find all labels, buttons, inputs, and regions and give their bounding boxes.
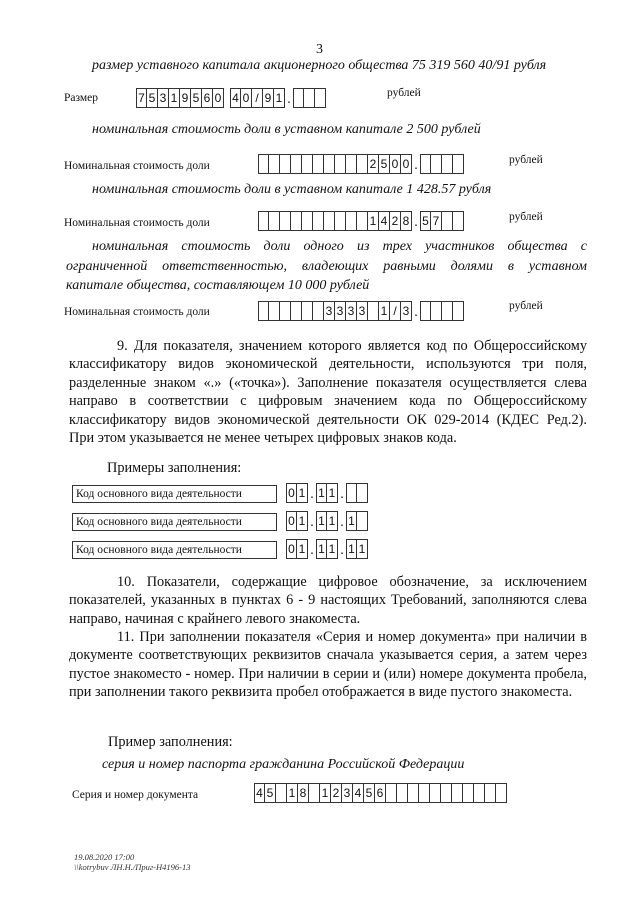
- char-cell: [442, 211, 453, 231]
- char-cell: [302, 154, 313, 174]
- char-cell: 1: [357, 539, 368, 559]
- char-cell: /: [252, 88, 263, 108]
- example-heading: Пример заполнения:: [108, 734, 233, 750]
- char-cell: [302, 301, 313, 321]
- char-cell: 1: [327, 511, 338, 531]
- char-cell: [313, 211, 324, 231]
- share-value-cells: [258, 211, 464, 231]
- footer-path: \\kotrybuv ЛН.Н./Приг-Н4196-13: [74, 862, 191, 872]
- char-cell: [269, 301, 280, 321]
- char-cell: [431, 301, 442, 321]
- char-cell: [463, 783, 474, 803]
- char-cell: 3: [346, 301, 357, 321]
- char-cell: [419, 783, 430, 803]
- char-cell: [452, 783, 463, 803]
- char-cell: 2: [390, 211, 401, 231]
- char-cell: 4: [379, 211, 390, 231]
- char-cell: [441, 783, 452, 803]
- char-cell: 0: [401, 154, 412, 174]
- decimal-point: .: [310, 543, 314, 558]
- char-cell: [346, 154, 357, 174]
- decimal-point: .: [340, 515, 344, 530]
- char-cell: [397, 783, 408, 803]
- char-cell: 5: [147, 88, 158, 108]
- page-number: 3: [316, 42, 323, 57]
- char-cell: 1: [297, 539, 308, 559]
- share-value-cells: [258, 301, 464, 321]
- char-cell: [324, 211, 335, 231]
- decimal-point: .: [414, 305, 418, 320]
- char-cell: 1: [379, 301, 390, 321]
- char-cell: [269, 154, 280, 174]
- char-cell: 1: [320, 783, 331, 803]
- paragraph-10: 10. Показатели, содержащие цифровое обозначение, за исключением показателей, указанных в пунктах 6 - 9 настоящих Требований, заполняются слева направо, начиная с крайнего левого знакоместа.: [69, 574, 587, 627]
- char-cell: [431, 154, 442, 174]
- char-cell: /: [390, 301, 401, 321]
- field-label: Размер: [64, 92, 99, 104]
- char-cell: [258, 154, 269, 174]
- char-cell: 9: [263, 88, 274, 108]
- decimal-point: .: [414, 215, 418, 230]
- char-cell: [324, 154, 335, 174]
- char-cell: 3: [335, 301, 346, 321]
- char-cell: [313, 301, 324, 321]
- char-cell: 2: [368, 154, 379, 174]
- decimal-point: .: [310, 515, 314, 530]
- char-cell: [335, 154, 346, 174]
- char-cell: [293, 88, 304, 108]
- char-cell: [453, 301, 464, 321]
- char-cell: 0: [286, 539, 297, 559]
- char-cell: 1: [316, 483, 327, 503]
- char-cell: [357, 511, 368, 531]
- char-cell: [280, 211, 291, 231]
- example-caption-line: капитале общества, составляющем 10 000 рублей: [66, 278, 370, 293]
- char-cell: [357, 211, 368, 231]
- capital-size-cells: [136, 88, 326, 108]
- char-cell: 6: [202, 88, 213, 108]
- decimal-point: .: [340, 543, 344, 558]
- char-cell: 5: [364, 783, 375, 803]
- char-cell: [276, 783, 287, 803]
- char-cell: [496, 783, 507, 803]
- char-cell: [357, 154, 368, 174]
- char-cell: 1: [316, 511, 327, 531]
- field-label: Серия и номер документа: [72, 789, 199, 801]
- example-caption: номинальная стоимость доли в уставном капитале 1 428.57 рубля: [92, 182, 492, 197]
- char-cell: [280, 301, 291, 321]
- char-cell: [420, 154, 431, 174]
- char-cell: [453, 211, 464, 231]
- char-cell: [258, 301, 269, 321]
- char-cell: 0: [241, 88, 252, 108]
- field-label: Номинальная стоимость доли: [64, 160, 210, 172]
- char-cell: 5: [191, 88, 202, 108]
- char-cell: 1: [327, 483, 338, 503]
- char-cell: 5: [379, 154, 390, 174]
- char-cell: [291, 154, 302, 174]
- okved-label-box: Код основного вида деятельности: [72, 541, 277, 559]
- char-cell: 1: [346, 539, 357, 559]
- char-cell: [309, 783, 320, 803]
- char-cell: 0: [286, 511, 297, 531]
- field-label: Номинальная стоимость доли: [64, 217, 210, 229]
- char-cell: [269, 211, 280, 231]
- example-caption: размер уставного капитала акционерного общества 75 319 560 40/91 рубля: [92, 58, 547, 73]
- char-cell: 1: [346, 511, 357, 531]
- char-cell: 4: [230, 88, 241, 108]
- char-cell: 3: [158, 88, 169, 108]
- char-cell: 0: [213, 88, 224, 108]
- char-cell: [368, 301, 379, 321]
- paragraph-9: 9. Для показателя, значением которого является код по Общероссийскому классификатору видов экономической деятельности, используются три поля, разделенные знаком «.» («точка»). Заполнение показателя осуществляется слева направо в соответствии с цифровым значением кода по Общероссийскому классификатору видов экономической деятельности ОК 029-2014 (КДЕС Ред.2). При этом указывается не менее четырех цифровых знаков кода.: [69, 338, 587, 447]
- char-cell: [442, 301, 453, 321]
- char-cell: [291, 211, 302, 231]
- okved-label-box: Код основного вида деятельности: [72, 485, 277, 503]
- okved-code-cells: [286, 483, 368, 503]
- decimal-point: .: [310, 487, 314, 502]
- example-caption-line: ограниченной ответственностью, владеющих равными долями в уставном: [66, 259, 587, 274]
- char-cell: 9: [180, 88, 191, 108]
- char-cell: [386, 783, 397, 803]
- unit-label: рублей: [509, 154, 543, 166]
- char-cell: [346, 483, 357, 503]
- passport-caption: серия и номер паспорта гражданина Российской Федерации: [102, 757, 465, 772]
- char-cell: 7: [431, 211, 442, 231]
- example-caption: номинальная стоимость доли в уставном капитале 2 500 рублей: [92, 122, 481, 137]
- okved-code-cells: [286, 511, 368, 531]
- char-cell: 1: [297, 511, 308, 531]
- char-cell: 1: [169, 88, 180, 108]
- decimal-point: .: [414, 158, 418, 173]
- char-cell: 5: [420, 211, 431, 231]
- char-cell: [258, 211, 269, 231]
- paragraph-11: 11. При заполнении показателя «Серия и номер документа» при наличии в документе соответствующих реквизитов сначала указывается серия, а затем через пустое знакоместо - номер. При наличии в серии и (или) номере документа пробела, при заполнении такого реквизита пробел отображается в виде пустого знакоместа.: [69, 629, 587, 701]
- char-cell: 1: [297, 483, 308, 503]
- char-cell: 3: [357, 301, 368, 321]
- char-cell: [408, 783, 419, 803]
- char-cell: [474, 783, 485, 803]
- char-cell: [304, 88, 315, 108]
- char-cell: [485, 783, 496, 803]
- char-cell: [357, 483, 368, 503]
- char-cell: [313, 154, 324, 174]
- char-cell: [335, 211, 346, 231]
- char-cell: 1: [316, 539, 327, 559]
- char-cell: [430, 783, 441, 803]
- unit-label: рублей: [509, 300, 543, 312]
- char-cell: 0: [286, 483, 297, 503]
- char-cell: [291, 301, 302, 321]
- char-cell: [315, 88, 326, 108]
- char-cell: 5: [265, 783, 276, 803]
- passport-cells: [254, 783, 507, 803]
- char-cell: 0: [390, 154, 401, 174]
- decimal-point: .: [287, 92, 291, 107]
- char-cell: 8: [298, 783, 309, 803]
- okved-code-cells: [286, 539, 368, 559]
- char-cell: 1: [327, 539, 338, 559]
- char-cell: [302, 211, 313, 231]
- example-caption-line: номинальная стоимость доли одного из трех участников общества с: [92, 239, 587, 254]
- field-label: Номинальная стоимость доли: [64, 306, 210, 318]
- char-cell: 4: [353, 783, 364, 803]
- char-cell: [280, 154, 291, 174]
- char-cell: 8: [401, 211, 412, 231]
- footer-date: 19.08.2020 17:00: [74, 852, 135, 862]
- share-value-cells: [258, 154, 464, 174]
- char-cell: 1: [287, 783, 298, 803]
- char-cell: 3: [401, 301, 412, 321]
- char-cell: [420, 301, 431, 321]
- char-cell: 3: [324, 301, 335, 321]
- char-cell: 4: [254, 783, 265, 803]
- examples-heading: Примеры заполнения:: [107, 460, 242, 476]
- okved-label-box: Код основного вида деятельности: [72, 513, 277, 531]
- char-cell: 6: [375, 783, 386, 803]
- unit-label: рублей: [509, 211, 543, 223]
- char-cell: 3: [342, 783, 353, 803]
- char-cell: [346, 211, 357, 231]
- char-cell: 1: [274, 88, 285, 108]
- char-cell: [453, 154, 464, 174]
- decimal-point: .: [340, 487, 344, 502]
- char-cell: 2: [331, 783, 342, 803]
- char-cell: 1: [368, 211, 379, 231]
- char-cell: [442, 154, 453, 174]
- unit-label: рублей: [387, 87, 421, 99]
- char-cell: 7: [136, 88, 147, 108]
